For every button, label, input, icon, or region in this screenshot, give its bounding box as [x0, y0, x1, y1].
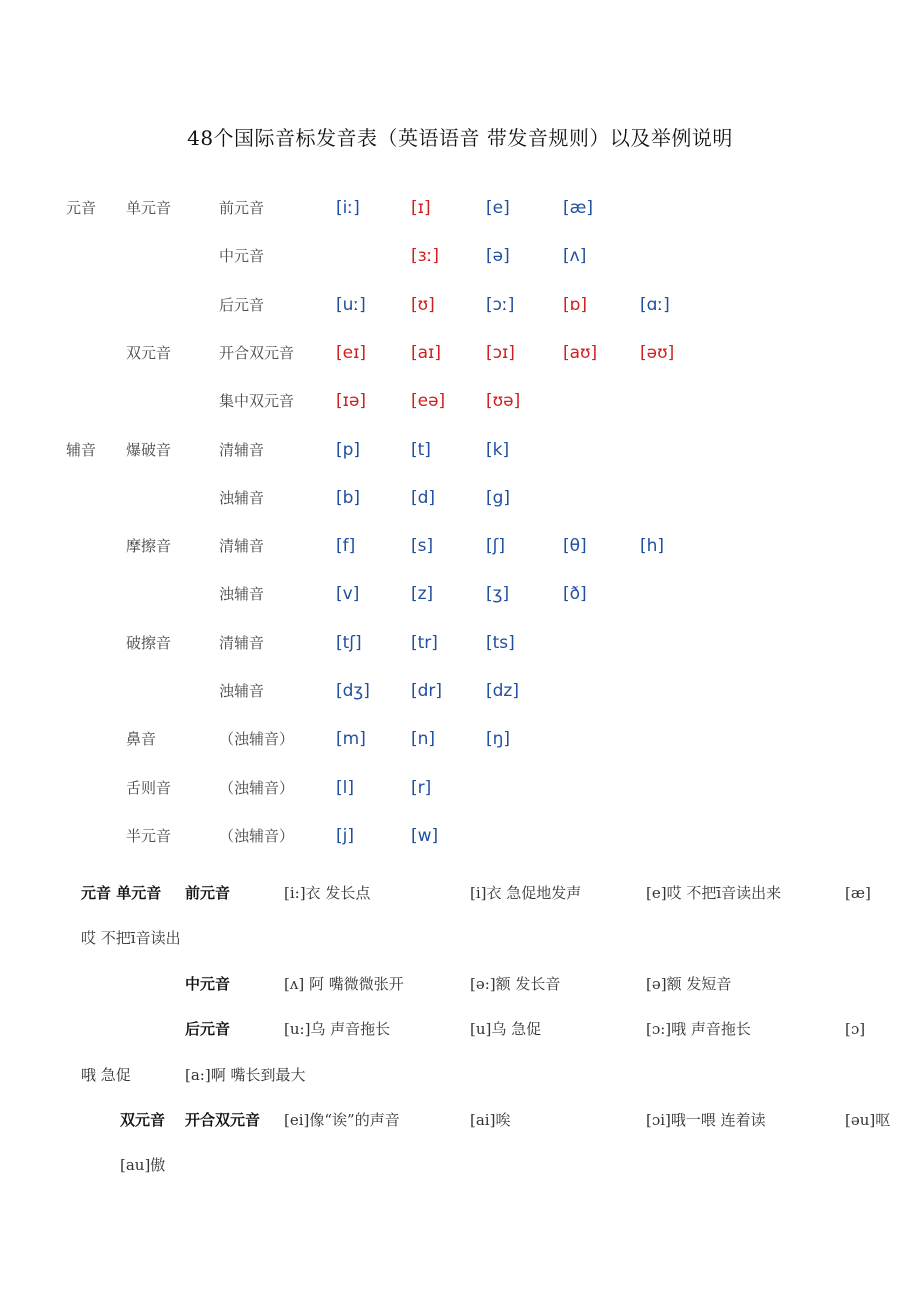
ipa-symbol: [n] [411, 729, 436, 750]
ipa-symbol: [l] [336, 777, 354, 798]
ipa-symbol: [ŋ] [486, 729, 511, 750]
example-item: [æ] [845, 884, 871, 902]
ipa-symbol: [z] [411, 584, 434, 605]
ipa-symbol: [j] [336, 825, 354, 846]
ipa-symbol: [iː] [336, 198, 360, 218]
example-heading-diphthong: 双元音 [120, 1111, 166, 1129]
table-row [0, 193, 920, 223]
example-item: [ə:]额 发长音 [470, 975, 561, 993]
table-row [0, 290, 920, 320]
ipa-symbol: [dr] [411, 681, 443, 701]
ipa-symbol: [t] [411, 439, 431, 460]
ipa-symbol: [v] [336, 584, 360, 605]
example-sub-back-vowel: 后元音 [185, 1020, 231, 1038]
ipa-symbol: [m] [336, 729, 366, 750]
ipa-symbol: [ʒ] [486, 584, 510, 605]
table-row [0, 773, 920, 803]
ipa-symbol: [ɑː] [640, 294, 670, 315]
example-sub-central-vowel: 中元音 [185, 975, 231, 993]
ipa-symbol: [ts] [486, 632, 515, 653]
type-label: 清辅音 [219, 537, 265, 556]
example-continuation: 哎 不把ī音读出 [81, 929, 181, 947]
ipa-symbol: [w] [411, 825, 439, 846]
ipa-symbol: [θ] [563, 536, 587, 557]
table-row [0, 483, 920, 513]
example-item: [e]哎 不把ī音读出来 [646, 884, 782, 902]
ipa-symbol: [h] [640, 536, 665, 557]
type-label: 清辅音 [219, 440, 265, 459]
ipa-symbol: [tr] [411, 632, 438, 653]
example-item: [au]傲 [120, 1156, 166, 1174]
table-row [0, 531, 920, 561]
example-item: [ə]额 发短音 [646, 975, 732, 993]
subcategory-label: 爆破音 [126, 440, 172, 459]
ipa-symbol: [e] [486, 198, 510, 218]
example-item: [i]衣 急促地发声 [470, 884, 582, 902]
example-item: [ai]唉 [470, 1111, 511, 1129]
table-row [0, 579, 920, 609]
subcategory-label: 双元音 [126, 343, 172, 362]
ipa-symbol: [dʒ] [336, 681, 370, 701]
type-label: （浊辅音） [219, 778, 295, 797]
type-label: 浊辅音 [219, 585, 265, 604]
ipa-symbol: [ʌ] [563, 246, 587, 267]
type-label: 开合双元音 [219, 343, 295, 362]
subcategory-label: 单元音 [126, 199, 172, 217]
ipa-symbol: [ɒ] [563, 294, 588, 315]
ipa-symbol: [ʊ] [411, 294, 435, 315]
ipa-symbol: [uː] [336, 294, 366, 315]
ipa-symbol: [k] [486, 439, 510, 460]
ipa-symbol: [əʊ] [640, 342, 675, 363]
ipa-symbol: [eɪ] [336, 342, 367, 363]
example-item: [ɔi]哦一喂 连着读 [646, 1111, 766, 1129]
example-item: [əu]呕 [845, 1111, 891, 1129]
example-item: [a:]啊 嘴长到最大 [185, 1066, 306, 1084]
ipa-symbol: [ʃ] [486, 536, 505, 557]
example-item: [ɔ] [845, 1020, 866, 1038]
subcategory-label: 鼻音 [126, 730, 157, 749]
ipa-symbol: [ð] [563, 584, 587, 605]
ipa-symbol: [tʃ] [336, 632, 362, 653]
table-row [0, 724, 920, 754]
ipa-symbol: [ɪə] [336, 391, 367, 412]
ipa-symbol: [ɜː] [411, 246, 440, 267]
ipa-symbol: [eə] [411, 391, 446, 412]
example-item: [ei]像“诶”的声音 [284, 1111, 400, 1129]
ipa-symbol: [d] [411, 487, 436, 508]
table-row [0, 338, 920, 368]
example-sub-closing-diphthong: 开合双元音 [185, 1111, 261, 1129]
subcategory-label: 破擦音 [126, 633, 172, 652]
ipa-symbol: [ɔɪ] [486, 342, 515, 363]
table-row [0, 386, 920, 416]
example-item: [ʌ] 阿 嘴微微张开 [284, 975, 404, 993]
category-label: 元音 [66, 199, 97, 217]
ipa-symbol: [s] [411, 536, 434, 557]
ipa-symbol: [p] [336, 439, 361, 460]
type-label: 前元音 [219, 199, 265, 217]
ipa-symbol: [ə] [486, 246, 510, 267]
example-heading-vowel: 元音 单元音 [81, 884, 162, 902]
ipa-symbol: [aʊ] [563, 342, 598, 363]
ipa-symbol: [f] [336, 536, 356, 557]
example-continuation: 哦 急促 [81, 1066, 131, 1084]
example-item: [ɔ:]哦 声音拖长 [646, 1020, 751, 1038]
ipa-symbol: [g] [486, 487, 511, 508]
ipa-symbol: [ɪ] [411, 198, 431, 218]
subcategory-label: 舌则音 [126, 778, 172, 797]
ipa-symbol: [aɪ] [411, 342, 441, 363]
type-label: 清辅音 [219, 633, 265, 652]
table-row [0, 676, 920, 706]
ipa-symbol: [dz] [486, 681, 519, 701]
example-item: [i:]衣 发长点 [284, 884, 371, 902]
ipa-symbol: [ɔː] [486, 294, 515, 315]
table-row [0, 628, 920, 658]
ipa-symbol: [b] [336, 487, 361, 508]
table-row [0, 241, 920, 271]
subcategory-label: 半元音 [126, 826, 172, 845]
example-sub-front-vowel: 前元音 [185, 884, 231, 902]
type-label: 浊辅音 [219, 682, 265, 700]
subcategory-label: 摩擦音 [126, 537, 172, 556]
type-label: 后元音 [219, 295, 265, 314]
type-label: （浊辅音） [219, 730, 295, 749]
category-label: 辅音 [66, 440, 97, 459]
ipa-symbol: [ʊə] [486, 391, 521, 412]
example-item: [u:]乌 声音拖长 [284, 1020, 391, 1038]
ipa-symbol: [r] [411, 777, 432, 798]
page-title: 48个国际音标发音表（英语语音 带发音规则）以及举例说明 [187, 126, 733, 150]
table-row [0, 435, 920, 465]
type-label: （浊辅音） [219, 826, 295, 845]
ipa-symbol: [æ] [563, 198, 593, 218]
type-label: 集中双元音 [219, 392, 295, 411]
type-label: 浊辅音 [219, 488, 265, 507]
table-row [0, 821, 920, 851]
type-label: 中元音 [219, 247, 265, 266]
example-item: [u]乌 急促 [470, 1020, 542, 1038]
